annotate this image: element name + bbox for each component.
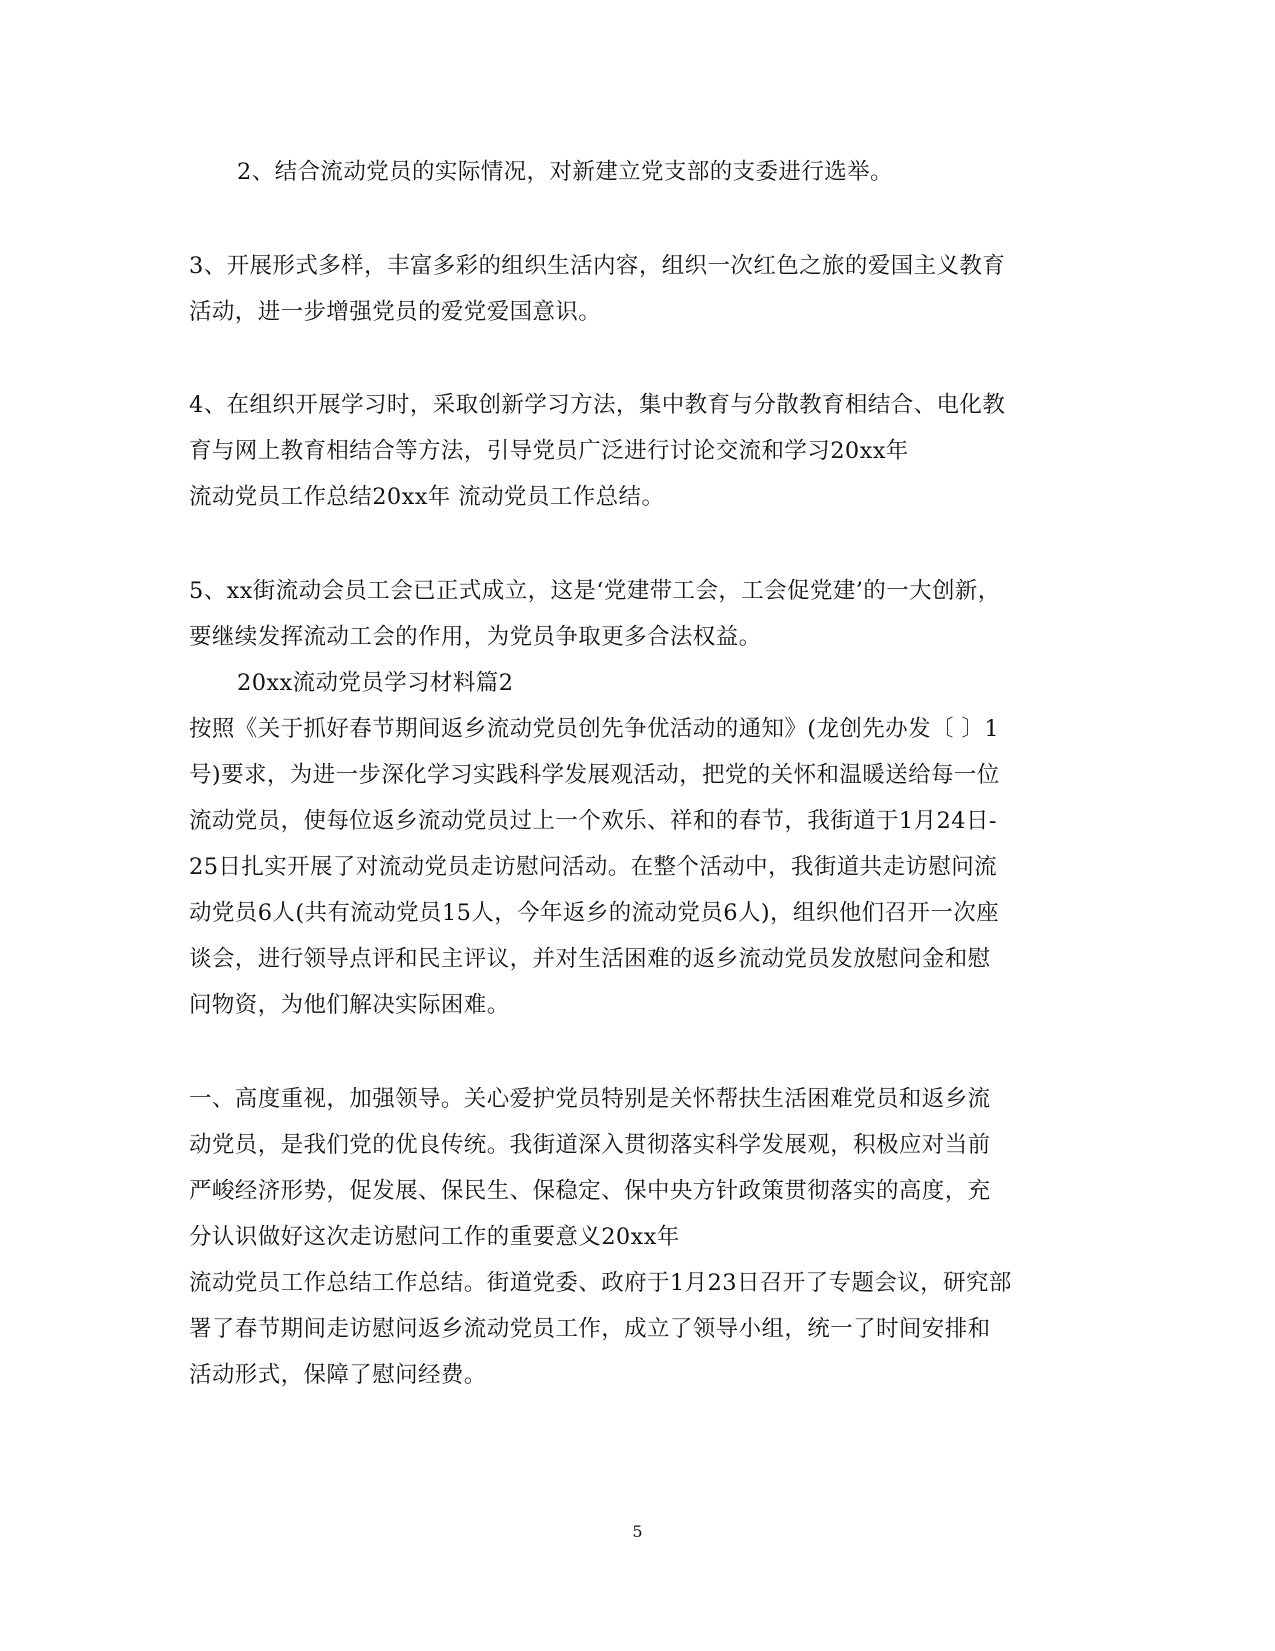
point-one-line-1: 一、高度重视，加强领导。关心爱护党员特别是关怀帮扶生活困难党员和返乡流	[189, 1086, 991, 1112]
paragraph-2-line-1: 2、结合流动党员的实际情况，对新建立党支部的支委进行选举。	[237, 159, 893, 185]
point-one-line-7: 活动形式，保障了慰问经费。	[189, 1362, 487, 1388]
intro-line-1: 按照《关于抓好春节期间返乡流动党员创先争优活动的通知》(龙创先办发〔 〕1	[189, 716, 1000, 742]
point-one-line-5: 流动党员工作总结工作总结。街道党委、政府于1月23日召开了专题会议，研究部	[189, 1270, 1012, 1296]
point-one-line-2: 动党员，是我们党的优良传统。我街道深入贯彻落实科学发展观，积极应对当前	[189, 1132, 991, 1158]
intro-line-7: 问物资，为他们解决实际困难。	[189, 992, 510, 1018]
intro-line-4: 25日扎实开展了对流动党员走访慰问活动。在整个活动中，我街道共走访慰问流	[189, 854, 998, 880]
section-heading: 20xx流动党员学习材料篇2	[237, 670, 514, 696]
intro-line-5: 动党员6人(共有流动党员15人，今年返乡的流动党员6人)，组织他们召开一次座	[189, 900, 1000, 926]
intro-line-2: 号)要求，为进一步深化学习实践科学发展观活动，把党的关怀和温暖送给每一位	[189, 762, 1000, 788]
point-one-line-3: 严峻经济形势，促发展、保民生、保稳定、保中央方针政策贯彻落实的高度，充	[189, 1178, 991, 1204]
intro-line-3: 流动党员，使每位返乡流动党员过上一个欢乐、祥和的春节，我街道于1月24日-	[189, 808, 997, 834]
paragraph-4-line-3: 流动党员工作总结20xx年 流动党员工作总结。	[189, 484, 665, 510]
paragraph-3-line-2: 活动，进一步增强党员的爱党爱国意识。	[189, 299, 602, 325]
paragraph-3-line-1: 3、开展形式多样，丰富多彩的组织生活内容，组织一次红色之旅的爱国主义教育	[189, 253, 1006, 279]
intro-line-6: 谈会，进行领导点评和民主评议，并对生活困难的返乡流动党员发放慰问金和慰	[189, 946, 991, 972]
page-number: 5	[632, 1522, 643, 1541]
paragraph-4-line-1: 4、在组织开展学习时，采取创新学习方法，集中教育与分散教育相结合、电化教	[189, 392, 1006, 418]
paragraph-5-line-2: 要继续发挥流动工会的作用，为党员争取更多合法权益。	[189, 624, 762, 650]
paragraph-5-line-1: 5、xx街流动会员工会已正式成立，这是‘党建带工会，工会促党建’的一大创新，	[189, 578, 1001, 604]
point-one-line-4: 分认识做好这次走访慰问工作的重要意义20xx年	[189, 1224, 680, 1250]
paragraph-4-line-2: 育与网上教育相结合等方法，引导党员广泛进行讨论交流和学习20xx年	[189, 438, 909, 464]
point-one-line-6: 署了春节期间走访慰问返乡流动党员工作，成立了领导小组，统一了时间安排和	[189, 1316, 991, 1342]
